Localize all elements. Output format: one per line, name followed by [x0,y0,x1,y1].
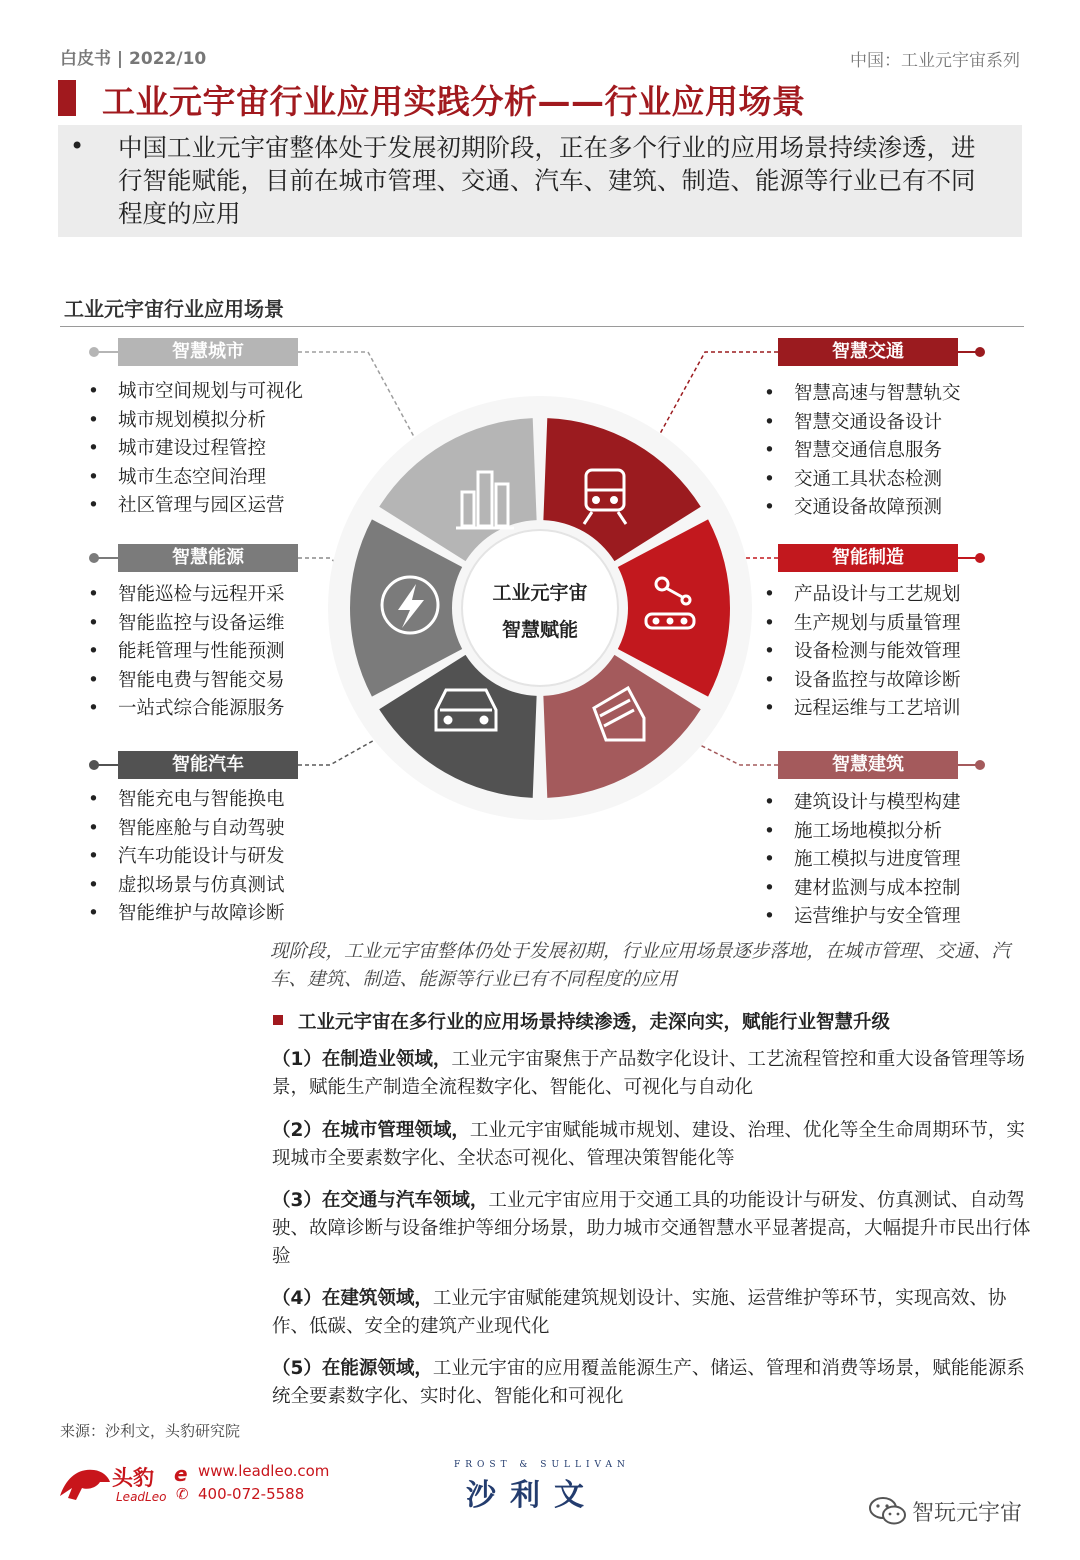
dot-transport [975,347,985,357]
paragraph-text: 工业元宇宙赋能城市规划、建设、治理、优化等全生命周期环节，实现城市全要素数字化、全状态可视化、管理决策智能化等 [272,1120,1025,1169]
dot-city [89,347,99,357]
paragraph-transport [272,1187,1032,1271]
list-item: • 施工模拟与进度管理 [758,846,961,875]
paragraph-lead: （5）在能源领域， [272,1358,433,1379]
paragraph-building [272,1285,1032,1341]
list-item: • 智慧高速与智慧轨交 [758,380,961,409]
list-smart-auto [82,786,285,929]
wechat-account-name: 智玩元宇宙 [912,1501,1023,1526]
list-smart-transport [758,380,961,523]
list-item: • 建筑设计与模型构建 [758,789,961,818]
paragraph-lead: （2）在城市管理领域， [272,1120,470,1141]
list-item: • 设备监控与故障诊断 [758,667,961,696]
tag-smart-transport: 智慧交通 [778,338,958,366]
list-item: • 智慧交通设备设计 [758,409,961,438]
tag-smart-auto: 智能汽车 [118,751,298,779]
dot-mfg [975,553,985,563]
list-item: • 能耗管理与性能预测 [82,638,285,667]
summary-bullet: • [70,132,85,160]
summary-text: 中国工业元宇宙整体处于发展初期阶段，正在多个行业的应用场景持续渗透，进行智能赋能，目前在城市管理、交通、汽车、建筑、制造、能源等行业已有不同程度的应用 [118,133,976,228]
tag-smart-energy: 智慧能源 [118,544,298,572]
tag-smart-city: 智慧城市 [118,338,298,366]
dot-energy [89,553,99,563]
center-line2: 智慧赋能 [501,619,579,641]
phone-icon: ✆ [176,1485,189,1503]
tag-smart-building: 智慧建筑 [778,751,958,779]
center-line1: 工业元宇宙 [492,582,588,604]
paragraph-lead: （4）在建筑领域， [272,1288,433,1309]
frost-sullivan-logo-cn: 沙利文 [466,1478,598,1513]
list-smart-building [758,789,961,932]
diagram-title: 工业元宇宙行业应用场景 [64,297,284,321]
list-smart-city [82,378,303,521]
paragraph-energy [272,1355,1032,1411]
diagram-caption: 现阶段，工业元宇宙整体仍处于发展初期，行业应用场景逐步落地，在城市管理、交通、汽车、建筑、制造、能源等行业已有不同程度的应用 [270,941,1011,990]
list-item: • 建材监测与成本控制 [758,875,961,904]
leopard-logo-icon [56,1458,112,1506]
tag-smart-manufacturing: 智能制造 [778,544,958,572]
list-item: • 城市空间规划与可视化 [82,378,303,407]
website-link[interactable]: www.leadleo.com [198,1462,330,1480]
dot-auto [89,760,99,770]
list-item: • 城市规划模拟分析 [82,407,303,436]
doc-type-date: 白皮书 | 2022/10 [60,49,207,69]
list-item: • 生产规划与质量管理 [758,610,961,639]
list-item: • 智能巡检与远程开采 [82,581,285,610]
list-item: • 智能座舱与自动驾驶 [82,815,285,844]
list-item: • 城市建设过程管控 [82,435,303,464]
center-circle [462,530,618,686]
subheading: 工业元宇宙在多行业的应用场景持续渗透，走深向实，赋能行业智慧升级 [298,1012,891,1033]
list-item: • 社区管理与园区运营 [82,492,303,521]
list-item: • 设备检测与能效管理 [758,638,961,667]
list-item: • 智能电费与智能交易 [82,667,285,696]
paragraph-text: 工业元宇宙的应用覆盖能源生产、储运、管理和消费等场景，赋能能源系统全要素数字化、实时化、智能化和可视化 [272,1358,1025,1407]
paragraph-lead: （1）在制造业领域， [272,1049,452,1070]
paragraph-city [272,1117,1032,1173]
list-item: • 远程运维与工艺培训 [758,695,961,724]
paragraph-text: 工业元宇宙赋能建筑规划设计、实施、运营维护等环节，实现高效、协作、低碳、安全的建筑产业现代化 [272,1288,1007,1337]
page-title: 工业元宇宙行业应用实践分析——行业应用场景 [102,82,806,121]
list-item: • 施工场地模拟分析 [758,818,961,847]
wechat-icon [868,1494,908,1528]
subheading-marker [273,1015,283,1025]
paragraph-text: 工业元宇宙聚焦于产品数字化设计、工艺流程管控和重大设备管理等场景，赋能生产制造全流程数字化、智能化、可视化与自动化 [272,1049,1025,1098]
list-item: • 城市生态空间治理 [82,464,303,493]
frost-sullivan-logo-en: FROST & SULLIVAN [454,1460,630,1470]
paragraph-manufacturing [272,1046,1032,1102]
list-item: • 交通工具状态检测 [758,466,961,495]
list-item: • 一站式综合能源服务 [82,695,285,724]
source-note: 来源：沙利文，头豹研究院 [60,1422,241,1440]
list-item: • 智能充电与智能换电 [82,786,285,815]
list-item: • 智慧交通信息服务 [758,437,961,466]
paragraph-lead: （3）在交通与汽车领域， [272,1190,489,1211]
leadleo-logo-en: LeadLeo [116,1490,167,1504]
list-item: • 交通设备故障预测 [758,494,961,523]
phone-number: 400-072-5588 [198,1485,305,1503]
list-item: • 智能维护与故障诊断 [82,900,285,929]
list-item: • 智能监控与设备运维 [82,610,285,639]
list-smart-energy [82,581,285,724]
e-icon: e [174,1462,188,1486]
series-label: 中国：工业元宇宙系列 [850,51,1020,71]
dot-building [975,760,985,770]
list-smart-manufacturing [758,581,961,724]
list-item: • 产品设计与工艺规划 [758,581,961,610]
paragraph-text: 工业元宇宙应用于交通工具的功能设计与研发、仿真测试、自动驾驶、故障诊断与设备维护等细分场景，助力城市交通智慧水平显著提高，大幅提升市民出行体验 [272,1190,1031,1267]
leadleo-logo-cn: 头豹 [112,1466,154,1490]
list-item: • 汽车功能设计与研发 [82,843,285,872]
list-item: • 虚拟场景与仿真测试 [82,872,285,901]
list-item: • 运营维护与安全管理 [758,903,961,932]
